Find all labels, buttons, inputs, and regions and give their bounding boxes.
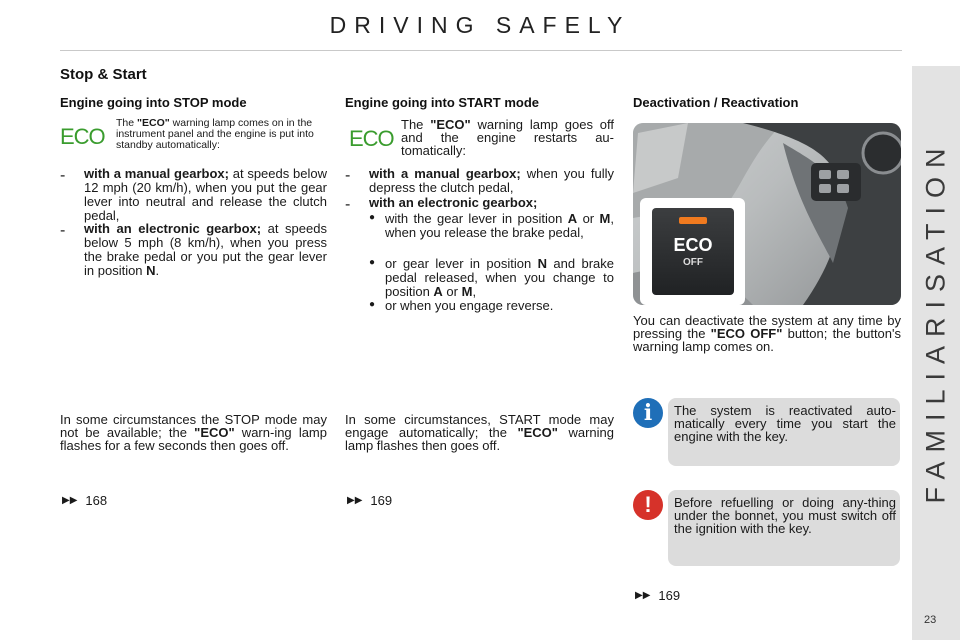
page-ref-169-b[interactable]: ▶▶ 169 xyxy=(635,588,681,603)
info-icon: i xyxy=(633,398,663,428)
header-divider xyxy=(60,50,902,51)
page-ref-169[interactable]: ▶▶ 169 xyxy=(347,493,393,508)
eco-off-label-top: ECO xyxy=(673,235,713,255)
deactivation-text: You can deactivate the system at any time by pressing the "ECO OFF" button; the button's warning lamp comes on. xyxy=(633,313,901,354)
start-sub-bullet-3: ● or when you engage reverse. xyxy=(369,298,554,313)
eco-off-button[interactable] xyxy=(652,208,734,295)
start-sub-bullet-2: ● or gear lever in position N and brake pedal released, when you change to position A or M, xyxy=(369,256,614,299)
eco-off-button-closeup xyxy=(640,198,745,305)
eco-off-label-bottom: OFF xyxy=(683,257,703,268)
start-eco-warning-text: The "ECO" warning lamp goes off and the engine restarts au-tomatically: xyxy=(401,117,614,158)
start-sub-bullet-1: ● with the gear lever in position A or M, when you release the brake pedal, xyxy=(369,211,614,240)
page-number: 23 xyxy=(924,614,937,626)
warning-icon: ! xyxy=(633,490,663,520)
double-arrow-icon: ▶▶ xyxy=(347,495,363,506)
start-mode-note: In some circumstances, START mode may engage automatically; the "ECO" warning lamp flashes then goes off. xyxy=(345,412,614,453)
page-title: DRIVING SAFELY xyxy=(329,12,631,38)
start-bullet-electronic: - with an electronic gearbox; xyxy=(345,195,538,213)
section-title: Stop & Start xyxy=(60,66,147,83)
start-mode-heading: Engine going into START mode xyxy=(345,95,540,110)
dashboard-photo xyxy=(633,123,901,305)
side-tab-label-wrap xyxy=(912,66,960,576)
eco-warning-icon: ECO xyxy=(60,124,105,149)
stop-mode-heading: Engine going into STOP mode xyxy=(60,95,247,110)
stop-mode-note: In some circumstances the STOP mode may not be available; the "ECO" warn-ing lamp flashes for a few seconds then goes off. xyxy=(60,412,327,453)
eco-off-lamp xyxy=(679,217,707,224)
stop-bullet-manual: - with a manual gearbox; at speeds below 12 mph (20 km/h), when you put the gear lever into neutral and release the clutch pedal, xyxy=(60,166,327,223)
double-arrow-icon: ▶▶ xyxy=(635,590,651,601)
double-arrow-icon: ▶▶ xyxy=(62,495,78,506)
deactivation-heading: Deactivation / Reactivation xyxy=(633,95,799,110)
page-ref-168[interactable]: ▶▶ 168 xyxy=(62,493,108,508)
stop-eco-warning-text: The "ECO" warning lamp comes on in the instrument panel and the engine is put into standby automatically: xyxy=(116,117,314,151)
warning-note-text: Before refuelling or doing any-thing under the bonnet, you must switch off the ignition with the key. xyxy=(674,495,896,536)
stop-bullet-electronic: - with an electronic gearbox; at speeds below 5 mph (8 km/h), when you press the brake pedal or you put the gear lever in position N. xyxy=(60,221,327,278)
eco-warning-icon: ECO xyxy=(349,126,394,151)
info-note-text: The system is reactivated auto-matically every time you start the engine with the key. xyxy=(674,403,896,444)
start-bullet-manual: - with a manual gearbox; when you fully depress the clutch pedal, xyxy=(345,166,614,195)
side-tab-label: FAMILIARISATION xyxy=(920,138,951,504)
